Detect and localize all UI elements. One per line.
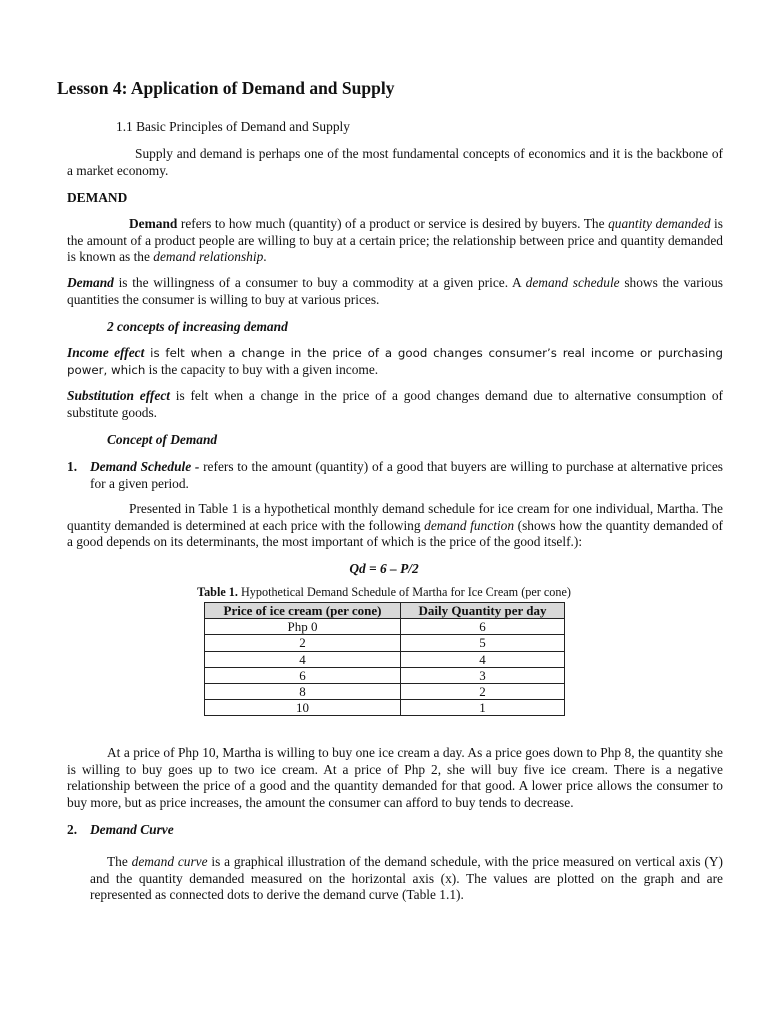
- demand-heading: DEMAND: [67, 190, 128, 205]
- demand-term-italic: Demand: [67, 275, 114, 290]
- table-caption-text: Hypothetical Demand Schedule of Martha for Ice Cream (per cone): [237, 585, 571, 599]
- table-row: [205, 619, 565, 635]
- demand-curve-heading: [90, 822, 723, 839]
- p1-text-c: .: [263, 249, 267, 265]
- substitution-effect-text: is felt when a change in the price of a good changes demand due to alternative consumption of substitute goods.: [67, 388, 723, 420]
- substitution-effect-term: Substitution effect: [67, 388, 170, 403]
- price-cell: 4: [205, 651, 401, 667]
- quantity-cell: 4: [401, 651, 565, 667]
- quantity-demanded-term: quantity demanded: [608, 216, 711, 231]
- demand-definition-paragraph: [67, 216, 723, 266]
- demand-function-term: demand function: [424, 517, 515, 533]
- table-row: [205, 700, 565, 716]
- demand-schedule-desc: refers to the amount (quantity) of a good that buyers are willing to purchase at alternative prices for a given period.: [90, 459, 723, 491]
- price-column-header: Price of ice cream (per cone): [205, 603, 401, 619]
- substitution-effect-paragraph: [67, 388, 723, 421]
- price-cell: 2: [205, 635, 401, 651]
- income-effect-text-b: is the capacity to buy with a given income.: [145, 361, 379, 377]
- p5-text-a: The: [107, 854, 132, 869]
- demand-schedule-table: [204, 602, 565, 716]
- quantity-cell: 2: [401, 684, 565, 700]
- demand-relationship-term: demand relationship: [153, 249, 264, 265]
- table-caption: [0, 585, 768, 600]
- item-number-1: 1.: [67, 459, 78, 474]
- demand-schedule-item: [67, 459, 723, 492]
- p1-text-a: refers to how much (quantity) of a product or service is desired by buyers. The: [177, 216, 609, 231]
- p2-text-a: is the willingness of a consumer to buy a commodity at a given price. A: [113, 275, 526, 290]
- demand-schedule-term: demand schedule: [525, 275, 620, 290]
- p1-text-b: is the amount of a product people are willing to buy at a certain price; the relationship between price and quantity demanded is known as the: [67, 216, 723, 265]
- p5-text-b: is a graphical illustration of the demand schedule, with the price measured on vertical axis (Y) and the quantity demanded measured on the horizontal axis (x). The values are plotted on the graph and are represented as connected dots to derive the demand curve (Table 1.1).: [90, 854, 724, 903]
- demand-curve-paragraph: [90, 854, 723, 904]
- table-caption-label: Table 1.: [197, 585, 238, 599]
- table-row: [205, 667, 565, 683]
- demand-schedule-text: [90, 459, 723, 492]
- table-intro-paragraph: [67, 501, 723, 551]
- table-row: [205, 635, 565, 651]
- table-row: [205, 684, 565, 700]
- demand-schedule-label: Demand Schedule -: [90, 459, 200, 474]
- demand-curve-term: demand curve: [131, 854, 208, 869]
- income-effect-paragraph: [67, 345, 723, 378]
- concepts-heading: 2 concepts of increasing demand: [107, 319, 288, 334]
- p3-text-a: Presented in Table 1 is a hypothetical monthly demand schedule for ice cream for one individual, Martha. The quantity demanded is determined at each price with the following: [67, 501, 723, 533]
- lesson-title: Lesson 4: Application of Demand and Supply: [57, 78, 395, 98]
- table-row: [205, 651, 565, 667]
- item-number-2: 2.: [67, 822, 78, 837]
- demand-curve-item: [67, 822, 723, 839]
- table-header-row: [205, 603, 565, 619]
- negative-relationship-paragraph: At a price of Php 10, Martha is willing to buy one ice cream a day. As a price goes down to Php 8, the quantity she is willing to buy goes up to two ice cream. At a price of Php 2, she will buy five ice cream. There is a negative relationship between the price of a good and the quantity demanded for that good. A lower price allows the consumer to buy more, but as price increases, the amount the consumer can afford to buy tends to decrease.: [67, 745, 723, 810]
- price-cell: 6: [205, 667, 401, 683]
- p3-text-b: (shows how the quantity demanded of a good depends on its determinants, the most important of which is the price of the good itself.):: [67, 517, 723, 550]
- quantity-cell: 1: [401, 700, 565, 716]
- demand-term: Demand: [129, 216, 178, 231]
- price-cell: 8: [205, 684, 401, 700]
- income-effect-text-a: is felt when a change in the price of a good changes consumer’s real income or purchasing power, which: [67, 346, 723, 377]
- demand-formula: Qd = 6 – P/2: [349, 561, 419, 576]
- price-cell: Php 0: [205, 619, 401, 635]
- section-heading: 1.1 Basic Principles of Demand and Supply: [116, 119, 350, 134]
- p2-text-b: shows the various quantities the consumer is willing to buy at various prices.: [67, 275, 723, 307]
- demand-curve-label: Demand Curve: [90, 822, 174, 837]
- demand-willingness-paragraph: [67, 275, 723, 308]
- intro-paragraph: Supply and demand is perhaps one of the most fundamental concepts of economics and it is the backbone of a market economy.: [67, 146, 723, 178]
- concept-of-demand-heading: Concept of Demand: [107, 432, 218, 447]
- quantity-cell: 5: [401, 635, 565, 651]
- quantity-column-header: Daily Quantity per day: [401, 603, 565, 619]
- quantity-cell: 3: [401, 667, 565, 683]
- price-cell: 10: [205, 700, 401, 716]
- quantity-cell: 6: [401, 619, 565, 635]
- income-effect-term: Income effect: [67, 345, 145, 360]
